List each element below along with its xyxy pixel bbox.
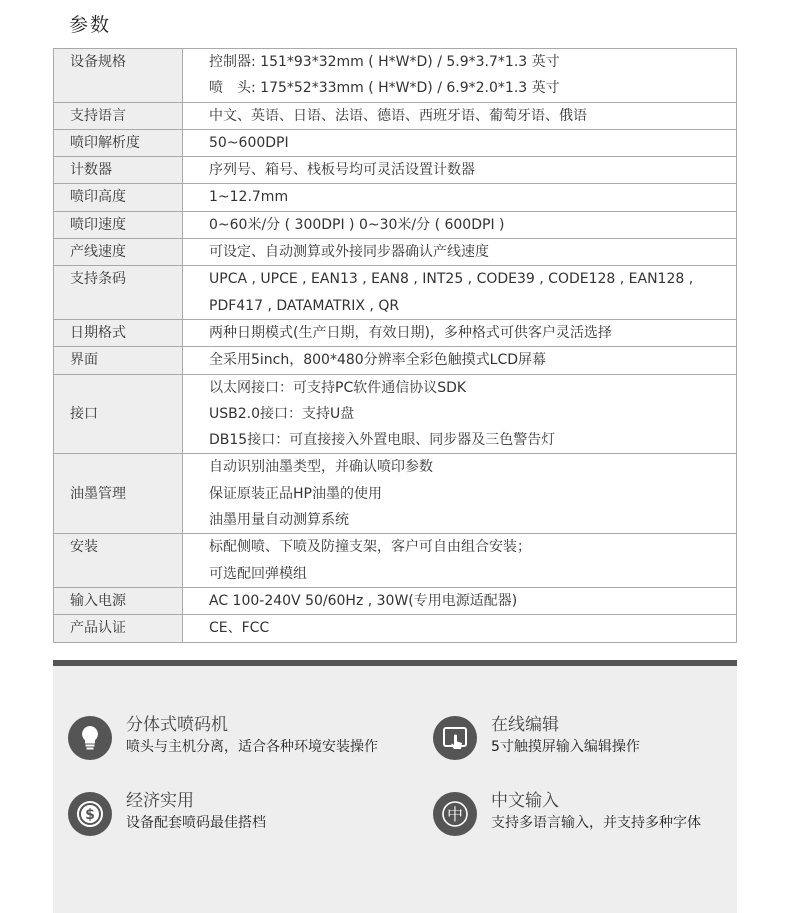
spec-key xyxy=(54,102,183,129)
spec-key-label: 支持条码 xyxy=(70,271,126,288)
spec-value-line: 两种日期模式(生产日期，有效日期)，多种格式可供客户灵活选择 xyxy=(209,324,612,341)
spec-key-label: 接口 xyxy=(70,405,98,422)
spec-key-label: 设备规格 xyxy=(70,54,126,70)
spec-value-line: DB15接口：可直接接入外置电眼、同步器及三色警告灯 xyxy=(209,432,556,449)
feature-title: 在线编辑 xyxy=(491,715,559,735)
feature-desc: 喷头与主机分离，适合各种环境安装操作 xyxy=(126,739,378,755)
spec-key xyxy=(54,211,183,238)
svg-text:$: $ xyxy=(85,807,95,823)
spec-value-line: CE、FCC xyxy=(209,620,270,637)
spec-key-label: 产线速度 xyxy=(70,244,126,261)
spec-value-line: 控制器: 151*93*32mm ( H*W*D) / 5.9*3.7*1.3 英寸 xyxy=(209,54,560,70)
chinese-input-icon xyxy=(433,792,477,836)
feature-desc: 支持多语言输入，并支持多种字体 xyxy=(491,815,701,831)
spec-value-line: 标配侧喷、下喷及防撞支架，客户可自由组合安装； xyxy=(209,539,531,556)
page-title: 参数 xyxy=(69,14,112,36)
spec-value-line: 以太网接口：可支持PC软件通信协议SDK xyxy=(209,379,467,396)
spec-key-label: 喷印速度 xyxy=(70,216,126,233)
spec-key xyxy=(54,266,183,320)
spec-key xyxy=(54,534,183,588)
spec-key xyxy=(54,347,183,374)
spec-row xyxy=(54,587,737,614)
spec-row xyxy=(54,615,737,642)
spec-value-line: 1~12.7mm xyxy=(209,189,289,206)
spec-row xyxy=(54,319,737,346)
spec-key xyxy=(54,454,183,534)
spec-value-line: 喷 头: 175*52*33mm ( H*W*D) / 6.9*2.0*1.3 英寸 xyxy=(209,80,560,97)
spec-key-label: 喷印解析度 xyxy=(70,134,140,151)
spec-value xyxy=(183,49,737,103)
spec-key-label: 界面 xyxy=(70,352,98,369)
spec-key xyxy=(54,615,183,642)
spec-value xyxy=(183,319,737,346)
spec-value xyxy=(183,454,737,534)
feature-title: 分体式喷码机 xyxy=(126,715,228,735)
spec-row xyxy=(54,129,737,156)
spec-key xyxy=(54,184,183,211)
spec-row xyxy=(54,374,737,454)
spec-row xyxy=(54,49,737,103)
spec-table xyxy=(53,48,737,643)
features-panel xyxy=(53,660,737,913)
feature-title: 经济实用 xyxy=(126,791,194,811)
spec-value xyxy=(183,211,737,238)
spec-key-label: 油墨管理 xyxy=(70,485,126,502)
spec-row xyxy=(54,347,737,374)
touch-screen-icon xyxy=(433,716,477,760)
chinese-glyph: 中 xyxy=(446,805,464,824)
spec-value-line: 中文、英语、日语、法语、德语、西班牙语、葡萄牙语、俄语 xyxy=(209,107,587,124)
spec-key-label: 日期格式 xyxy=(70,324,126,341)
spec-row xyxy=(54,239,737,266)
spec-value-line: 自动识别油墨类型，并确认喷印参数 xyxy=(209,459,433,476)
spec-value xyxy=(183,239,737,266)
spec-value-line: USB2.0接口：支持U盘 xyxy=(209,405,355,422)
feature-desc: 5寸触摸屏输入编辑操作 xyxy=(491,739,640,755)
spec-key xyxy=(54,157,183,184)
spec-value-line: UPCA , UPCE , EAN13 , EAN8 , INT25 , CODE39 , CODE128 , EAN128 , xyxy=(209,271,694,288)
spec-value-line: 全采用5inch，800*480分辨率全彩色触摸式LCD屏幕 xyxy=(209,352,547,369)
spec-value-line: 50~600DPI xyxy=(209,134,289,151)
spec-value-line: 可设定、自动测算或外接同步器确认产线速度 xyxy=(209,244,489,261)
spec-value-line: 可选配回弹模组 xyxy=(209,565,307,582)
spec-key-label: 支持语言 xyxy=(70,107,126,124)
spec-value xyxy=(183,347,737,374)
spec-value-line: AC 100-240V 50/60Hz , 30W(专用电源适配器) xyxy=(209,592,518,609)
spec-row xyxy=(54,102,737,129)
spec-key xyxy=(54,49,183,103)
spec-value-line: 0~60米/分 ( 300DPI ) 0~30米/分 ( 600DPI ) xyxy=(209,216,505,233)
spec-value xyxy=(183,266,737,320)
dollar-coin-icon xyxy=(68,792,112,836)
spec-key xyxy=(54,319,183,346)
spec-value xyxy=(183,587,737,614)
spec-value xyxy=(183,615,737,642)
spec-value-line: 保证原装正品HP油墨的使用 xyxy=(209,485,382,502)
spec-value xyxy=(183,157,737,184)
spec-row xyxy=(54,266,737,320)
spec-value-line: 油墨用量自动测算系统 xyxy=(209,512,349,529)
spec-row xyxy=(54,211,737,238)
spec-key-label: 输入电源 xyxy=(70,592,126,609)
spec-value xyxy=(183,184,737,211)
feature-title: 中文输入 xyxy=(491,791,559,811)
spec-key xyxy=(54,239,183,266)
spec-value-line: PDF417 , DATAMATRIX , QR xyxy=(209,297,400,314)
spec-key-label: 计数器 xyxy=(70,162,112,179)
spec-value xyxy=(183,129,737,156)
spec-row xyxy=(54,534,737,588)
feature-desc: 设备配套喷码最佳搭档 xyxy=(126,815,266,831)
spec-row xyxy=(54,184,737,211)
spec-value-line: 序列号、箱号、栈板号均可灵活设置计数器 xyxy=(209,162,475,179)
spec-key-label: 喷印高度 xyxy=(70,189,126,206)
spec-key xyxy=(54,587,183,614)
spec-row xyxy=(54,454,737,534)
spec-row xyxy=(54,157,737,184)
spec-key xyxy=(54,374,183,454)
spec-value xyxy=(183,534,737,588)
spec-value xyxy=(183,102,737,129)
spec-value xyxy=(183,374,737,454)
spec-key-label: 安装 xyxy=(70,539,98,556)
spec-key xyxy=(54,129,183,156)
spec-key-label: 产品认证 xyxy=(70,620,126,637)
lightbulb-icon xyxy=(68,716,112,760)
